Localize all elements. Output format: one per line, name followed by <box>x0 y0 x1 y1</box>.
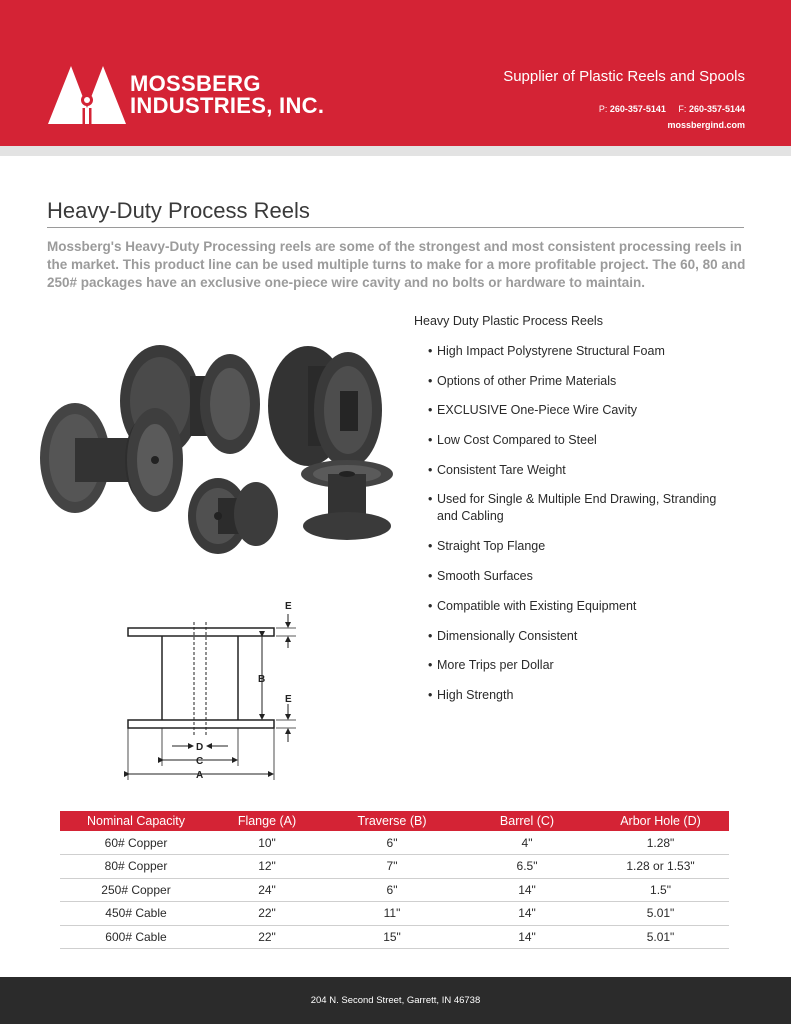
table-header-row <box>60 811 729 831</box>
table-cell: 12" <box>212 855 322 879</box>
table-cell: 24" <box>212 878 322 902</box>
column-header: Traverse (B) <box>322 811 462 831</box>
table-cell: 1.28 or 1.53" <box>592 855 729 879</box>
table-cell: 11" <box>322 902 462 926</box>
feature-item <box>428 462 728 492</box>
title-divider <box>47 227 744 228</box>
table-cell: 15" <box>322 925 462 949</box>
fax-label: F: <box>678 104 687 114</box>
feature-item <box>428 538 728 568</box>
phone-number: 260-357-5141 <box>609 104 666 114</box>
column-header: Flange (A) <box>212 811 322 831</box>
column-header: Arbor Hole (D) <box>592 811 729 831</box>
company-logo-icon <box>48 66 126 126</box>
table-cell: 6" <box>322 831 462 855</box>
feature-item <box>428 402 728 432</box>
table-cell: 10" <box>212 831 322 855</box>
feature-item <box>428 568 728 598</box>
table-row <box>60 855 729 879</box>
column-header: Nominal Capacity <box>60 811 212 831</box>
feature-text: More Trips per Dollar <box>437 658 554 673</box>
specifications-table <box>60 811 729 949</box>
table-cell: 14" <box>462 902 592 926</box>
bullet-icon: • <box>428 598 433 613</box>
feature-item <box>428 343 728 373</box>
fax-number: 260-357-5144 <box>688 104 745 114</box>
table-cell: 14" <box>462 925 592 949</box>
intro-paragraph: Mossberg's Heavy-Duty Processing reels are some of the strongest and most consistent processing reels in the market. This product line can be used multiple turns to make for a more profitable project. The 60, 80 and 250# packages have an exclusive one-piece wire cavity and no bolts or hardware to maintain. <box>47 239 746 290</box>
features-list <box>428 343 728 717</box>
website-link[interactable]: mossbergind.com <box>667 120 745 130</box>
feature-item <box>428 657 728 687</box>
feature-text: High Impact Polystyrene Structural Foam <box>437 344 665 358</box>
column-header: Barrel (C) <box>462 811 592 831</box>
feature-text: Compatible with Existing Equipment <box>437 598 637 613</box>
bullet-icon: • <box>428 569 433 584</box>
reel-dimension-diagram <box>110 596 310 784</box>
bullet-icon: • <box>428 628 433 643</box>
contact-info <box>599 101 745 133</box>
page-title: Heavy-Duty Process Reels <box>47 198 310 223</box>
feature-text: Consistent Tare Weight <box>437 462 566 477</box>
page-header <box>0 0 791 146</box>
bullet-icon: • <box>428 462 433 477</box>
bullet-icon: • <box>428 658 433 673</box>
company-name-line2: INDUSTRIES, INC. <box>130 93 325 118</box>
table-cell: 60# Copper <box>60 831 212 855</box>
feature-text: Used for Single & Multiple End Drawing, Stranding and Cabling <box>437 492 717 524</box>
table-cell: 80# Copper <box>60 855 212 879</box>
phone-label: P: <box>598 104 608 114</box>
bullet-icon: • <box>428 539 433 554</box>
table-cell: 22" <box>212 925 322 949</box>
table-cell: 4" <box>462 831 592 855</box>
dim-label-b: B <box>258 674 266 685</box>
tagline: Supplier of Plastic Reels and Spools <box>503 68 745 85</box>
table-cell: 22" <box>212 902 322 926</box>
bullet-icon: • <box>428 687 433 702</box>
feature-text: High Strength <box>437 687 514 702</box>
table-cell: 6" <box>322 878 462 902</box>
features-heading: Heavy Duty Plastic Process Reels <box>414 314 603 328</box>
feature-item <box>428 373 728 403</box>
page-footer <box>0 977 791 1024</box>
dim-label-a: A <box>196 770 204 781</box>
footer-address: 204 N. Second Street, Garrett, IN 46738 <box>310 995 481 1006</box>
table-cell: 6.5" <box>462 855 592 879</box>
feature-text: Dimensionally Consistent <box>437 628 578 643</box>
feature-item <box>428 491 728 538</box>
dim-label-e-bottom: E <box>285 694 292 705</box>
table-row <box>60 925 729 949</box>
feature-item <box>428 432 728 462</box>
bullet-icon: • <box>428 433 433 448</box>
table-cell: 5.01" <box>592 925 729 949</box>
header-divider <box>0 146 791 156</box>
table-cell: 450# Cable <box>60 902 212 926</box>
feature-text: Straight Top Flange <box>437 539 546 554</box>
dim-label-e-top: E <box>285 601 292 612</box>
bullet-icon: • <box>428 344 433 358</box>
table-cell: 7" <box>322 855 462 879</box>
table-cell: 1.28" <box>592 831 729 855</box>
table-row <box>60 878 729 902</box>
table-row <box>60 902 729 926</box>
feature-item <box>428 598 728 628</box>
feature-text: EXCLUSIVE One-Piece Wire Cavity <box>437 403 638 418</box>
company-name <box>130 73 324 117</box>
company-name-line1: MOSSBERG <box>130 71 261 96</box>
table-cell: 14" <box>462 878 592 902</box>
bullet-icon: • <box>428 492 433 507</box>
feature-item <box>428 628 728 658</box>
table-cell: 600# Cable <box>60 925 212 949</box>
dim-label-d: D <box>196 742 204 753</box>
table-cell: 1.5" <box>592 878 729 902</box>
feature-text: Smooth Surfaces <box>437 569 533 584</box>
table-row <box>60 831 729 855</box>
dim-label-c: C <box>196 756 204 767</box>
reels-product-photo <box>30 336 402 572</box>
bullet-icon: • <box>428 403 433 418</box>
bullet-icon: • <box>428 373 433 388</box>
feature-text: Options of other Prime Materials <box>437 373 617 388</box>
table-cell: 250# Copper <box>60 878 212 902</box>
feature-item <box>428 687 728 717</box>
table-cell: 5.01" <box>592 902 729 926</box>
feature-text: Low Cost Compared to Steel <box>437 433 597 448</box>
